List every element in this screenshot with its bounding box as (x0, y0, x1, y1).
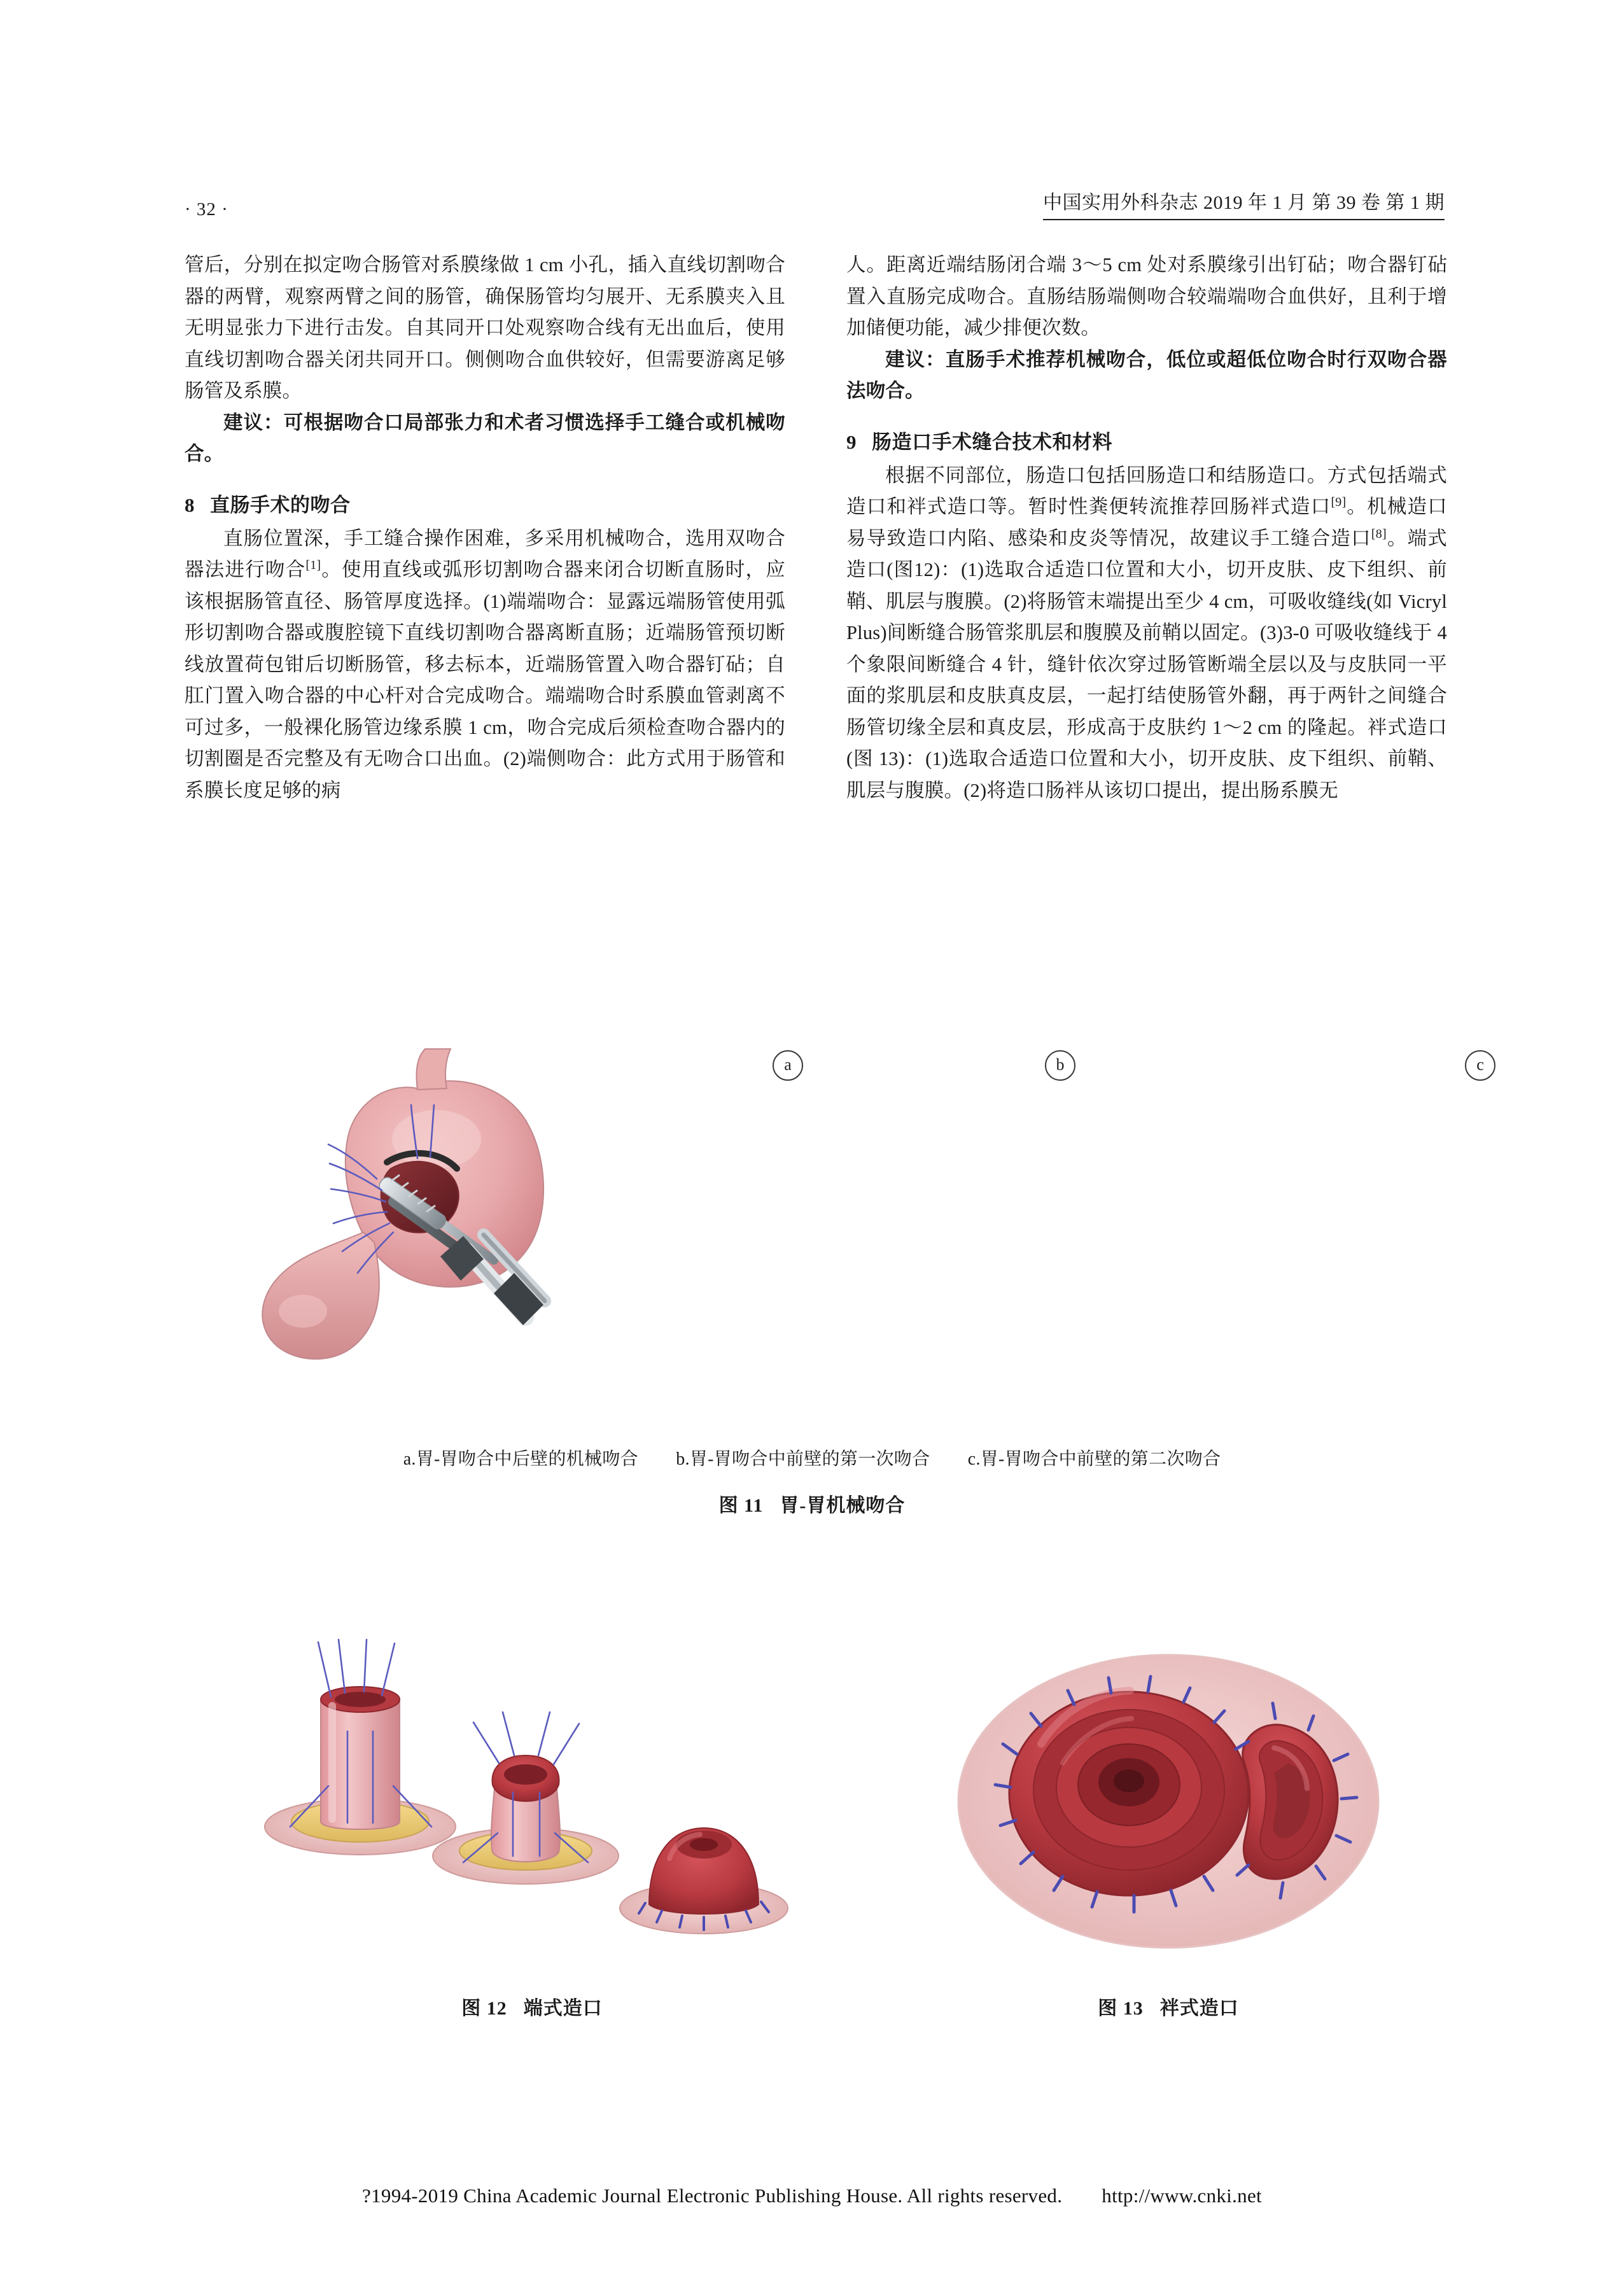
paragraph (846, 460, 1447, 807)
figure-13 (927, 1629, 1410, 2020)
panel-letter-a: a (773, 1050, 803, 1081)
page-header (185, 191, 1445, 220)
figure-12-caption (214, 1992, 850, 2020)
panel-letter-b: b (1045, 1050, 1075, 1081)
figure-label: 图 13 (1098, 1998, 1144, 2019)
loop-stoma-artwork (927, 1629, 1410, 1986)
paragraph-part: 。机械造口易导致造口内陷、感染和皮炎等情况，故建议手工缝合造口 (846, 496, 1447, 549)
section-title: 肠造口手术缝合技术和材料 (872, 430, 1112, 453)
reference-marker: [9] (1331, 495, 1347, 509)
figure-11-illustration (207, 1044, 1484, 1438)
section-heading-9 (846, 426, 1447, 458)
advice-paragraph: 建议：可根据吻合口局部张力和术者习惯选择手工缝合或机械吻合。 (185, 411, 785, 465)
sub-caption-b: b.胃-胃吻合中前壁的第一次吻合 (676, 1449, 930, 1469)
panel-letter-c: c (1465, 1050, 1495, 1081)
reference-marker: [1] (305, 558, 321, 572)
end-stoma-artwork (214, 1629, 850, 1986)
figure-title: 袢式造口 (1159, 1998, 1239, 2019)
article-body (185, 250, 1448, 806)
page-footer (0, 2184, 1624, 2207)
figure-11-caption (0, 1489, 1624, 1517)
sub-caption-c: c.胃-胃吻合中前壁的第二次吻合 (967, 1449, 1221, 1469)
reference-marker: [8] (1371, 526, 1387, 541)
paragraph (185, 523, 785, 807)
page-number: · 32 · (185, 199, 228, 220)
section-number: 8 (185, 493, 195, 516)
copyright-text: ?1994-2019 China Academic Journal Electronic Publishing House. All rights reserved. (362, 2184, 1063, 2207)
stomach-anastomosis-artwork (207, 1044, 1417, 1438)
paragraph-part: 。端式造口(图12)：(1)选取合适造口位置和大小，切开皮肤、皮下组织、前鞘、肌层与腹膜。(2)将肠管末端提出至少 4 cm，可吸收缝线(如 Vicryl Plus)间断缝合肠管浆肌层和腹膜及前鞘以固定。(3)3-0 可吸收缝线于 4 个象限间断缝合 4 针，缝针依次穿过肠管断端全层以及与皮肤同一平面的浆肌层和皮肤真皮层，一起打结使肠管外翻，再于两针之间缝合肠管切缘全层和真皮层，形成高于皮肤约 1～2 cm 的隆起。袢式造口(图 13)：(1)选取合适造口位置和大小，切开皮肤、皮下组织、前鞘、肌层与腹膜。(2)将造口肠袢从该切口提出，提出肠系膜无 (846, 527, 1447, 801)
section-number: 9 (846, 430, 857, 453)
section-title: 直肠手术的吻合 (210, 493, 351, 516)
publisher-url[interactable]: http://www.cnki.net (1102, 2184, 1262, 2207)
right-column (846, 250, 1447, 806)
figure-title: 端式造口 (523, 1998, 603, 2019)
paragraph-part: 。使用直线或弧形切割吻合器来闭合切断直肠时，应该根据肠管直径、肠管厚度选择。(1)端端吻合：显露远端肠管使用弧形切割吻合器或腹腔镜下直线切割吻合器离断直肠；近端肠管预切断线放置荷包钳后切断肠管，移去标本，近端肠管置入吻合器钉砧；自肛门置入吻合器的中心杆对合完成吻合。端端吻合时系膜血管剥离不可过多，一般裸化肠管边缘系膜 1 cm，吻合完成后须检查吻合器内的切割圈是否完整及有无吻合口出血。(2)端侧吻合：此方式用于肠管和系膜长度足够的病 (185, 559, 785, 801)
section-heading-8 (185, 489, 785, 521)
figure-12-13-row (0, 1629, 1624, 2020)
figure-11-sub-captions (0, 1445, 1624, 1470)
journal-citation: 中国实用外科杂志 2019 年 1 月 第 39 卷 第 1 期 (1043, 186, 1445, 220)
figure-label: 图 11 (718, 1495, 764, 1516)
figure-13-caption (927, 1992, 1410, 2020)
figure-label: 图 12 (461, 1998, 507, 2019)
figure-title: 胃-胃机械吻合 (780, 1495, 906, 1516)
figure-12 (214, 1629, 850, 2020)
figure-11 (0, 1044, 1624, 1517)
figure-row (0, 1629, 1624, 2020)
advice-paragraph: 建议：直肠手术推荐机械吻合，低位或超低位吻合时行双吻合器法吻合。 (846, 348, 1447, 402)
paragraph: 管后，分别在拟定吻合肠管对系膜缘做 1 cm 小孔，插入直线切割吻合器的两臂，观察两臂之间的肠管，确保肠管均匀展开、无系膜夹入且无明显张力下进行击发。自其同开口处观察吻合线有无出血后，使用直线切割吻合器关闭共同开口。侧侧吻合血供较好，但需要游离足够肠管及系膜。 (185, 254, 785, 402)
paragraph: 人。距离近端结肠闭合端 3～5 cm 处对系膜缘引出钉砧；吻合器钉砧置入直肠完成吻合。直肠结肠端侧吻合较端端吻合血供好，且利于增加储便功能，减少排便次数。 (846, 254, 1447, 339)
sub-caption-a: a.胃-胃吻合中后壁的机械吻合 (403, 1449, 638, 1469)
paragraph-part: 根据不同部位，肠造口包括回肠造口和结肠造口。方式包括端式造口和袢式造口等。暂时性粪便转流推荐回肠袢式造口 (846, 464, 1447, 517)
left-column (185, 250, 785, 806)
paragraph-part: 直肠位置深，手工缝合操作困难，多采用机械吻合，选用双吻合器法进行吻合 (185, 527, 785, 580)
